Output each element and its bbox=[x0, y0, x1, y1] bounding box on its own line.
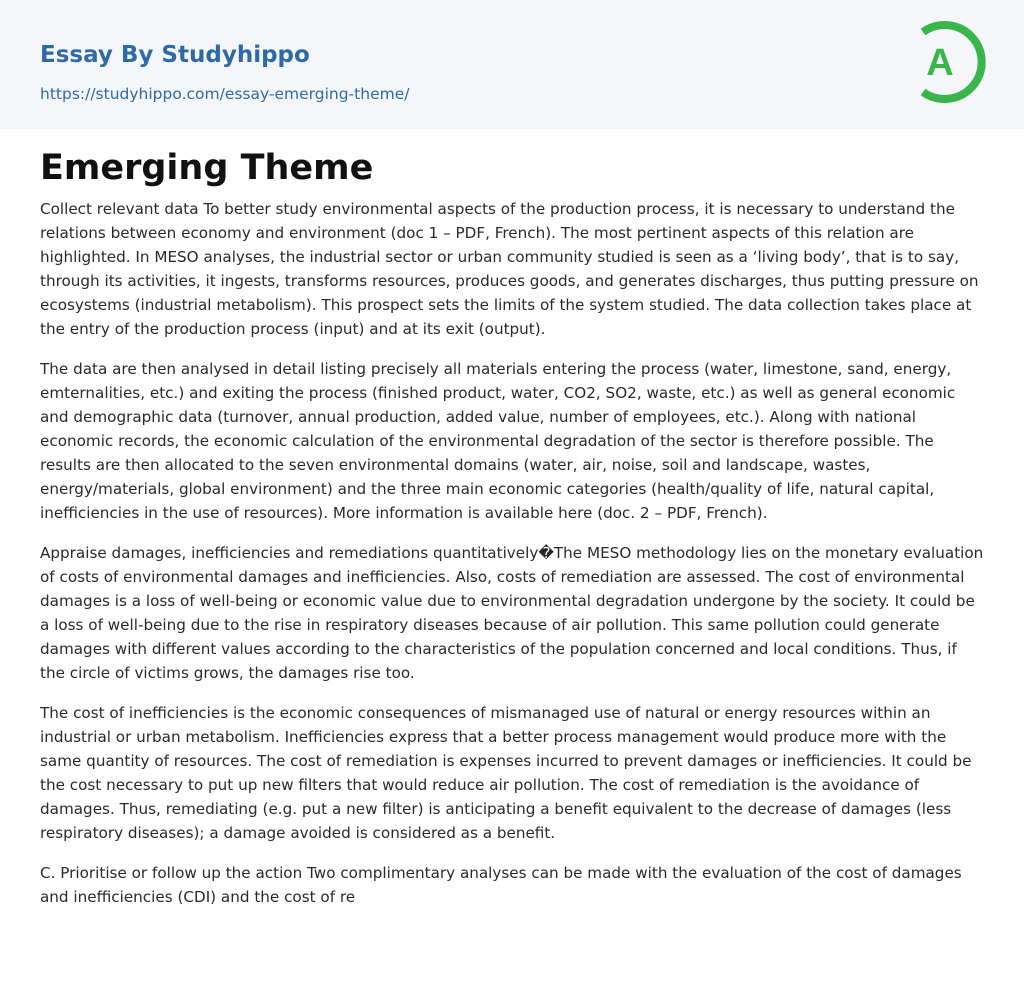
site-header bbox=[0, 0, 1024, 129]
article-paragraph: Collect relevant data To better study environmental aspects of the production process, it is necessary to understand the relations between economy and environment (doc 1 – PDF, French). The most pertinent aspects of this relation are highlighted. In MESO analyses, the industrial sector or urban community studied is seen as a ‘living body’, that is to say, through its activities, it ingests, transforms resources, produces goods, and generates discharges, thus putting pressure on ecosystems (industrial metabolism). This prospect sets the limits of the system studied. The data collection takes place at the entry of the production process (input) and at its exit (output). bbox=[40, 200, 979, 338]
essay-url-link[interactable]: https://studyhippo.com/essay-emerging-theme/ bbox=[40, 85, 410, 103]
logo-letter: A bbox=[926, 42, 954, 84]
article-paragraph: The cost of inefficiencies is the economic consequences of mismanaged use of natural or energy resources within an industrial or urban metabolism. Inefficiencies express that a better process management would produce more with the same quantity of resources. The cost of remediation is expenses incurred to prevent damages or inefficiencies. It could be the cost necessary to put up new filters that would reduce air pollution. The cost of remediation is the avoidance of damages. Thus, remediating (e.g. put a new filter) is anticipating a benefit equivalent to the decrease of damages (less respiratory diseases); a damage avoided is considered as a benefit. bbox=[40, 704, 972, 842]
studyhippo-logo-icon[interactable] bbox=[912, 19, 986, 105]
article-paragraph: The data are then analysed in detail listing precisely all materials entering the process (water, limestone, sand, energy, emternalities, etc.) and exiting the process (finished product, water, CO2, SO2, waste, etc.) as well as general economic and demographic data (turnover, annual production, added value, number of employees, etc.). Along with national economic records, the economic calculation of the environmental degradation of the sector is therefore possible. The results are then allocated to the seven environmental domains (water, air, noise, soil and landscape, wastes, energy/materials, global environment) and the three main economic categories (health/quality of life, natural capital, inefficiencies in the use of resources). More information is available here (doc. 2 – PDF, French). bbox=[40, 360, 956, 522]
article bbox=[40, 145, 986, 925]
site-brand[interactable]: Essay By Studyhippo bbox=[40, 42, 310, 68]
page-title: Emerging Theme bbox=[40, 148, 374, 188]
article-paragraph: Appraise damages, inefficiencies and remediations quantitatively�The MESO methodology lies on the monetary evaluation of costs of environmental damages and inefficiencies. Also, costs of remediation are assessed. The cost of environmental damages is a loss of well-being or economic value due to environmental degradation undergone by the society. It could be a loss of well-being due to the rise in respiratory diseases because of air pollution. This same pollution could generate damages with different values according to the characteristics of the population concerned and local conditions. Thus, if the circle of victims grows, the damages rise too. bbox=[40, 544, 984, 682]
article-paragraph: C. Prioritise or follow up the action Two complimentary analyses can be made with the evaluation of the cost of damages and inefficiencies (CDI) and the cost of re bbox=[40, 864, 962, 906]
